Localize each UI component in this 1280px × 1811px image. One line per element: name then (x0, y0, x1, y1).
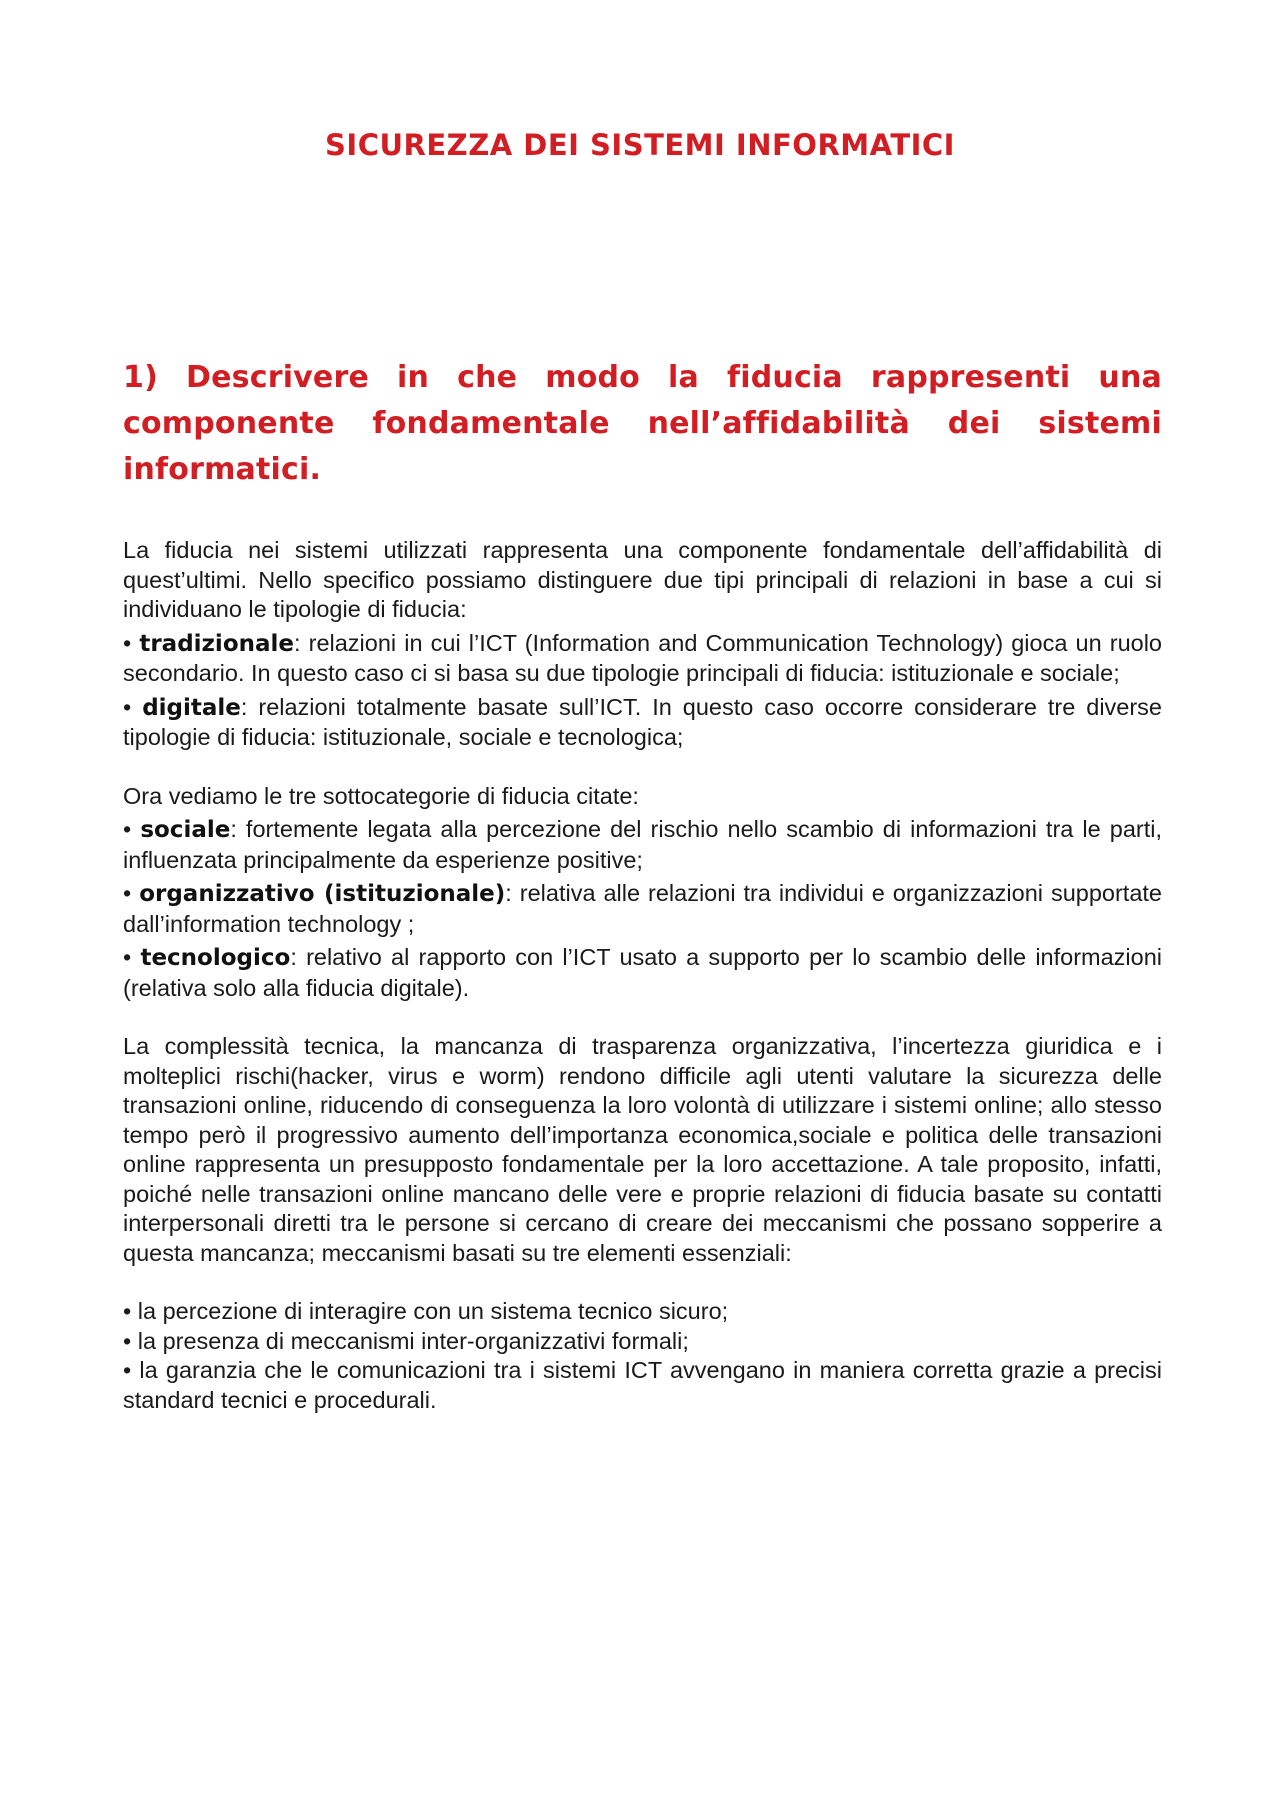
bullet-icon: • (123, 816, 132, 842)
document-title: SICUREZZA DEI SISTEMI INFORMATICI (325, 128, 955, 162)
document-body (123, 355, 1162, 1415)
subcategory-text: : relativa alle relazioni tra individui e organizzazioni supportate dall’information technology ; (123, 880, 1163, 937)
subcategory-item-organizational (123, 879, 1162, 939)
paragraph-gap (123, 1003, 1162, 1032)
subcategory-item-technological (123, 943, 1162, 1003)
relation-text: : relazioni in cui l’ICT (Information and Communication Technology) gioca un ruolo secondario. In questo caso ci si basa su due tipologie principali di fiducia: istituzionale e sociale; (123, 629, 1163, 686)
question-heading: 1) Descrivere in che modo la fiducia rappresenti una componente fondamentale nell’affidabilità dei sistemi informatici. (123, 360, 1162, 487)
relation-item-digital (123, 693, 1162, 753)
subcategory-item-social (123, 815, 1162, 875)
relation-item-traditional (123, 629, 1162, 689)
paragraph-gap (123, 753, 1162, 782)
subcategory-term: sociale (140, 817, 231, 843)
bullet-icon: • (123, 880, 132, 906)
element-item: • la garanzia che le comunicazioni tra i sistemi ICT avvengano in maniera corretta grazie a precisi standard tecnici e procedurali. (123, 1357, 1162, 1413)
subcategory-text: : relativo al rapporto con l’ICT usato a supporto per lo scambio delle informazioni (relativa solo alla fiducia digitale). (123, 944, 1163, 1001)
relation-term: tradizionale (139, 630, 294, 657)
bullet-icon: • (123, 944, 132, 970)
bullet-icon: • (123, 629, 132, 656)
bullet-icon: • (123, 693, 132, 720)
paragraph-gap (123, 1268, 1162, 1297)
element-item: • la presenza di meccanismi inter-organizzativi formali; (123, 1327, 689, 1354)
subcategory-term: tecnologico (140, 945, 291, 971)
intro-paragraph: La fiducia nei sistemi utilizzati rappresenta una componente fondamentale dell’affidabilità di quest’ultimi. Nello specifico possiamo distinguere due tipi principali di relazioni in base a cui si individuano le tipologie di fiducia: (123, 537, 1162, 622)
complexity-paragraph: La complessità tecnica, la mancanza di trasparenza organizzativa, l’incertezza giuridica e i molteplici rischi(hacker, virus e worm) rendono difficile agli utenti valutare la sicurezza delle transazioni online, riducendo di conseguenza la loro volontà di utilizzare i sistemi online; allo stesso tempo però il progressivo aumento dell’importanza economica,sociale e politica delle transazioni online rappresenta un presupposto fondamentale per la loro accettazione. A tale proposito, infatti, poiché nelle transazioni online mancano delle vere e proprie relazioni di fiducia basate su contatti interpersonali diretti tra le persone si cercano di creare dei meccanismi che possano sopperire a questa mancanza; meccanismi basati su tre elementi essenziali: (123, 1033, 1162, 1266)
element-item: • la percezione di interagire con un sistema tecnico sicuro; (123, 1298, 729, 1324)
subcategory-term: organizzativo (istituzionale) (139, 881, 506, 907)
relation-text: : relazioni totalmente basate sull’ICT. In questo caso occorre considerare tre diverse tipologie di fiducia: istituzionale, sociale e tecnologica; (123, 693, 1163, 750)
subcategory-text: : fortemente legata alla percezione del rischio nello scambio di informazioni tra le parti, influenzata principalmente da esperienze positive; (123, 816, 1163, 873)
relation-term: digitale (142, 694, 241, 721)
subcategories-intro: Ora vediamo le tre sottocategorie di fiducia citate: (123, 782, 639, 809)
